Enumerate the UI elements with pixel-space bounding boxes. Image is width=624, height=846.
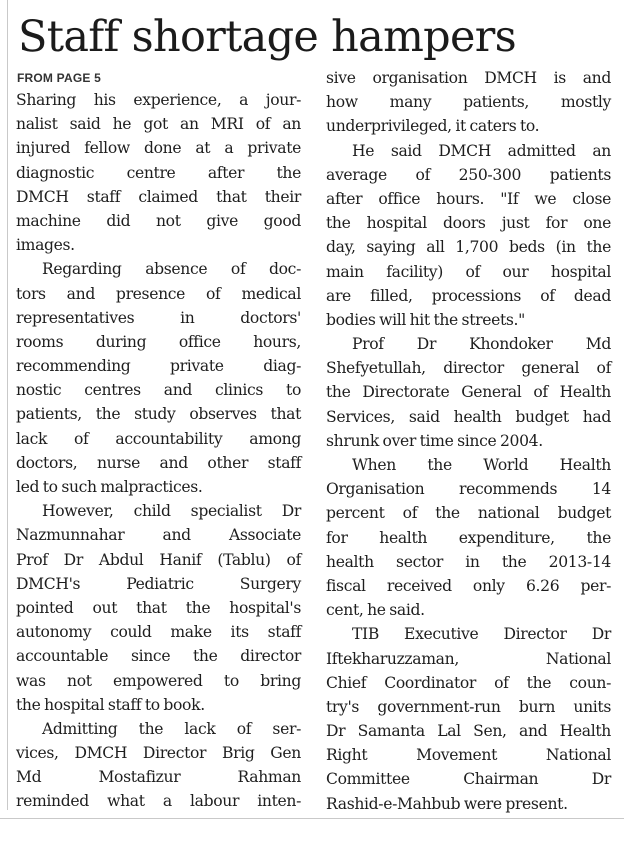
article-text-line: led to such malpractices. [16, 478, 203, 496]
article-column-left [16, 88, 301, 814]
article-text-line: sive organisation DMCH is and [326, 69, 611, 87]
article-text-line: fiscal received only 6.26 per- [326, 576, 611, 595]
article-text-line: pointed out that the hospital's [16, 598, 301, 617]
article-text-line: Prof Dr Abdul Hanif (Tablu) of [16, 550, 301, 569]
article-text-line: DMCH's Pediatric Surgery [16, 574, 301, 593]
article-text-line: Md Mostafizur Rahman [16, 768, 301, 787]
article-text-line: Sharing his experience, a jour- [16, 91, 301, 109]
article-text-line: the Directorate General of Health [326, 383, 611, 402]
article-text-line: patients, the study observes that [16, 405, 301, 424]
article-text-line: accountable since the director [16, 647, 301, 666]
article-text-line: reminded what a labour inten- [16, 792, 301, 811]
article-text-line: nalist said he got an MRI of an [16, 115, 301, 134]
article-text-line: Nazmunnahar and Associate [16, 526, 301, 545]
article-text-line: try's government-run burn units [326, 697, 611, 716]
article-text-line: injured fellow done at a private [16, 139, 301, 158]
article-text-line: Organisation recommends 14 [326, 480, 611, 499]
headline: Staff shortage hampers [18, 12, 516, 62]
article-text-line: DMCH staff claimed that their [16, 187, 301, 206]
article-text-line: the hospital doors just for one [326, 214, 611, 233]
left-border-rule [7, 0, 8, 810]
article-text-line: for health expenditure, the [326, 528, 611, 547]
article-text-line: bodies will hit the streets." [326, 310, 525, 329]
article-text-line: shrunk over time since 2004. [326, 431, 543, 450]
article-text-line: vices, DMCH Director Brig Gen [16, 744, 301, 763]
article-text-line: machine did not give good [16, 211, 301, 230]
article-text-line: are filled, processions of dead [326, 286, 611, 305]
article-text-line: rooms during office hours, [16, 332, 301, 351]
article-text-line: diagnostic centre after the [16, 163, 301, 182]
article-text-line: Committee Chairman Dr [326, 770, 611, 789]
article-text-line: When the World Health [352, 456, 611, 474]
article-text-line: Regarding absence of doc- [42, 260, 301, 279]
article-text-line: Chief Coordinator of the coun- [326, 673, 611, 692]
article-text-line: doctors, nurse and other staff [16, 453, 301, 472]
article-text-line: Right Movement National [326, 746, 611, 765]
continuation-kicker: FROM PAGE 5 [17, 71, 101, 85]
article-column-right [326, 66, 611, 816]
article-text-line: tors and presence of medical [16, 284, 301, 303]
article-text-line: underprivileged, it caters to. [326, 117, 540, 136]
article-text-line: recommending private diag- [16, 357, 301, 376]
article-text-line: percent of the national budget [326, 504, 611, 523]
article-text-line: However, child specialist Dr [42, 502, 301, 521]
article-text-line: average of 250-300 patients [326, 165, 611, 184]
article-text-line: Iftekharuzzaman, National [326, 649, 611, 668]
article-text-line: Dr Samanta Lal Sen, and Health [326, 722, 611, 741]
article-text-line: was not empowered to bring [16, 671, 301, 690]
article-text-line: lack of accountability among [16, 429, 301, 448]
article-text-line: the hospital staff to book. [16, 695, 205, 714]
article-text-line: how many patients, mostly [326, 93, 611, 112]
article-text-line: He said DMCH admitted an [352, 141, 611, 160]
article-text-line: Rashid-e-Mahbub were present. [326, 794, 568, 813]
article-text-line: representatives in doctors' [16, 308, 301, 327]
bottom-border-rule [0, 818, 624, 819]
article-text-line: health sector in the 2013-14 [326, 552, 611, 571]
article-text-line: after office hours. "If we close [326, 189, 611, 208]
article-text-line: main facility) of our hospital [326, 262, 611, 281]
article-text-line: cent, he said. [326, 601, 425, 620]
article-text-line: Services, said health budget had [326, 407, 611, 426]
article-text-line: images. [16, 236, 75, 255]
article-text-line: nostic centres and clinics to [16, 381, 301, 400]
article-text-line: Shefyetullah, director general of [326, 359, 611, 378]
article-text-line: Prof Dr Khondoker Md [352, 335, 611, 354]
article-text-line: TIB Executive Director Dr [352, 625, 611, 644]
article-text-line: autonomy could make its staff [16, 623, 301, 642]
article-text-line: Admitting the lack of ser- [42, 719, 301, 738]
article-text-line: day, saying all 1,700 beds (in the [326, 238, 611, 257]
